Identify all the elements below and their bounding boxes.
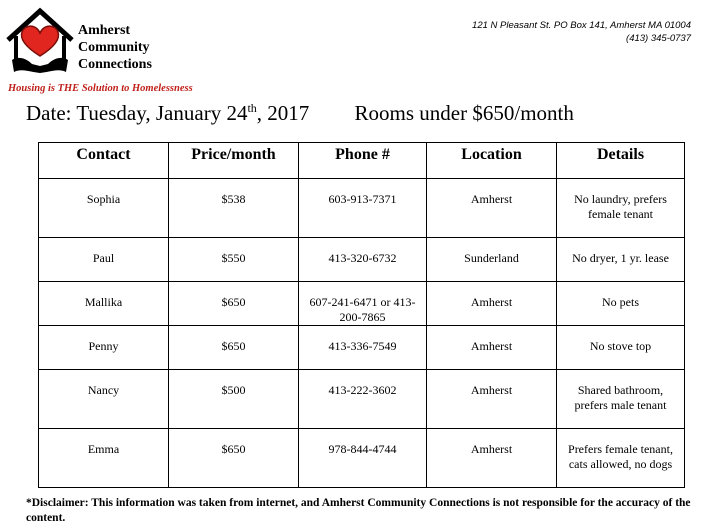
org-name-line3: Connections [78,57,152,72]
phone-cell: 413-320-6732 [299,238,427,282]
contact-cell: Nancy [39,370,169,429]
phone-cell: 978-844-4744 [299,429,427,488]
contact-cell: Paul [39,238,169,282]
org-phone: (413) 345-0737 [626,33,691,44]
location-cell: Amherst [427,179,557,238]
org-contact-info [472,19,691,45]
contact-cell: Penny [39,326,169,370]
date-ordinal: th [247,101,257,115]
contact-cell: Emma [39,429,169,488]
price-cell: $650 [169,282,299,326]
org-address: 121 N Pleasant St. PO Box 141, Amherst MA 01004 [472,20,691,31]
phone-cell: 603-913-7371 [299,179,427,238]
table-row [39,429,685,488]
price-cell: $500 [169,370,299,429]
house-heart-hands-icon [4,6,76,78]
price-cell: $550 [169,238,299,282]
table-row [39,238,685,282]
page-title: Rooms under $650/month [354,101,574,125]
details-cell: No dryer, 1 yr. lease [557,238,685,282]
column-header-contact: Contact [39,143,169,179]
location-cell: Sunderland [427,238,557,282]
phone-cell: 607-241-6471 or 413-200-7865 [299,282,427,326]
location-cell: Amherst [427,326,557,370]
contact-cell: Sophia [39,179,169,238]
phone-cell: 413-222-3602 [299,370,427,429]
column-header-location: Location [427,143,557,179]
table-row [39,282,685,326]
details-cell: Prefers female tenant, cats allowed, no dogs [557,429,685,488]
org-name [78,22,152,73]
contact-cell: Mallika [39,282,169,326]
disclaimer-text: *Disclaimer: This information was taken from internet, and Amherst Community Connections is not responsible for the accuracy of the content. [26,497,691,524]
price-cell: $538 [169,179,299,238]
page-heading [26,101,574,126]
org-tagline: Housing is THE Solution to Homelessness [8,83,193,94]
location-cell: Amherst [427,282,557,326]
location-cell: Amherst [427,370,557,429]
price-cell: $650 [169,429,299,488]
details-cell: No pets [557,282,685,326]
price-cell: $650 [169,326,299,370]
details-cell: No laundry, prefers female tenant [557,179,685,238]
phone-cell: 413-336-7549 [299,326,427,370]
org-name-line2: Community [78,40,150,55]
table-row [39,179,685,238]
rooms-table [38,142,685,488]
org-logo [4,6,204,94]
table-row [39,326,685,370]
column-header-details: Details [557,143,685,179]
table-row [39,370,685,429]
details-cell: Shared bathroom, prefers male tenant [557,370,685,429]
date-text: Date: Tuesday, January 24 [26,101,248,125]
column-header-price: Price/month [169,143,299,179]
column-header-phone: Phone # [299,143,427,179]
table-header-row [39,143,685,179]
date-year: , 2017 [256,101,310,125]
details-cell: No stove top [557,326,685,370]
location-cell: Amherst [427,429,557,488]
org-name-line1: Amherst [78,23,131,38]
